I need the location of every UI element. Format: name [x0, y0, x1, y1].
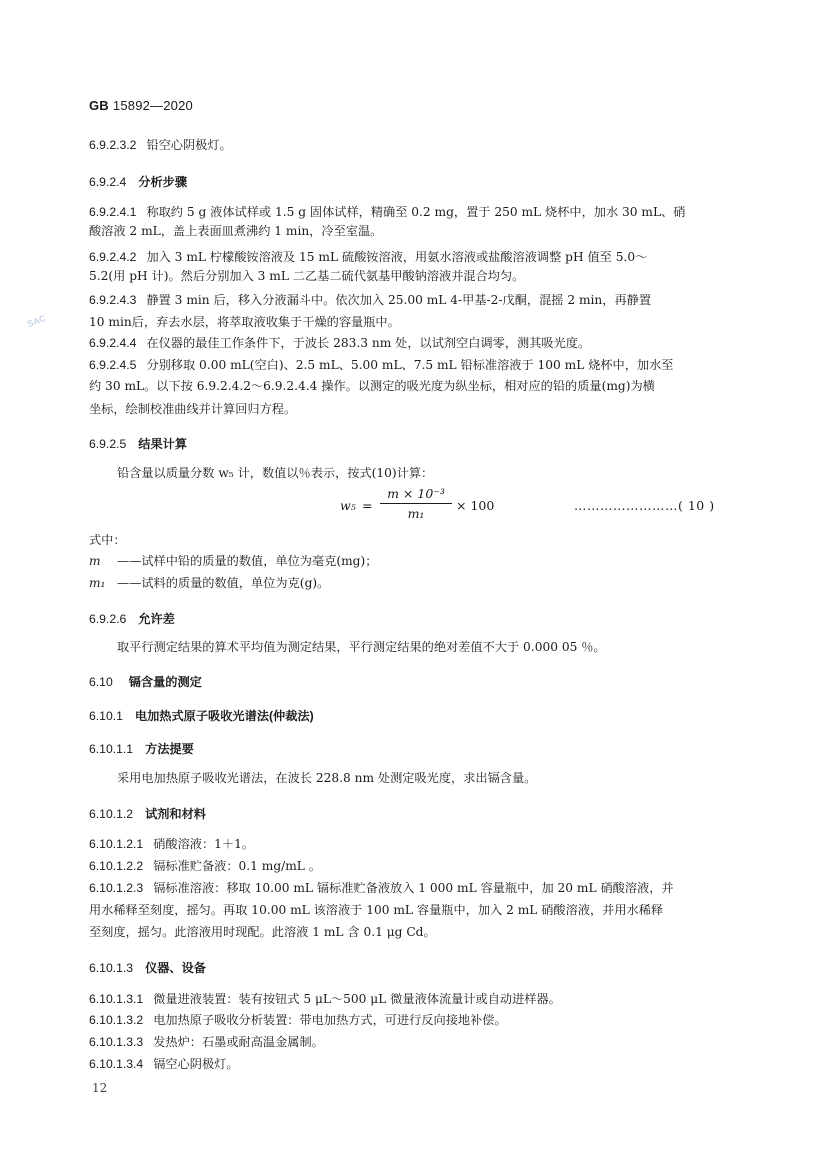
clause-continuation: 至刻度，摇匀。此溶液用时现配。此溶液 1 mL 含 0.1 μg Cd。	[89, 925, 436, 939]
clause-text: 铅空心阴极灯。	[146, 138, 232, 152]
clause-text: 镉标准贮备液：0.1 mg/mL 。	[153, 859, 321, 873]
clause-6-10-1-2-2	[89, 857, 321, 875]
fraction	[378, 486, 454, 521]
clause-text: 称取约 5 g 液体试样或 1.5 g 固体试样，精确至 0.2 mg，置于 250 mL 烧杯中，加水 30 mL、硝	[146, 205, 686, 219]
clause-number: 6.9.2.4.2	[89, 250, 137, 264]
numerator: m × 10⁻³	[387, 486, 445, 501]
clause-text: 镉空心阴极灯。	[153, 1057, 239, 1071]
clause-6-10-1-2-1	[89, 835, 254, 853]
clause-number: 6.9.2.4.1	[89, 205, 137, 219]
clause-number: 6.10.1.3.2	[89, 1013, 144, 1027]
paragraph: 取平行测定结果的算术平均值为测定结果，平行测定结果的绝对差值不大于 0.000 05 ％。	[117, 640, 606, 654]
clause-6-9-2-4-2	[89, 248, 647, 266]
clause-text: 电加热原子吸收分析装置：带电加热方式，可进行反向接地补偿。	[153, 1013, 507, 1027]
heading-text: 电加热式原子吸收光谱法(仲裁法)	[134, 709, 314, 723]
heading-6-10-1	[89, 707, 314, 724]
variable-symbol: m₁	[89, 576, 106, 590]
heading-text: 分析步骤	[138, 175, 188, 189]
clause-text: 镉标准溶液：移取 10.00 mL 镉标准贮备液放入 1 000 mL 容量瓶中，加 20 mL 硝酸溶液，并	[153, 881, 674, 895]
equation-10	[340, 486, 740, 526]
heading-number: 6.9.2.5	[89, 437, 127, 451]
clause-number: 6.10.1.2.2	[89, 859, 144, 873]
heading-text: 方法提要	[145, 742, 194, 756]
variable-symbol: m	[89, 554, 101, 568]
variable-text: ——试样中铅的质量的数值，单位为毫克(mg)；	[117, 554, 378, 568]
standard-header	[89, 98, 193, 113]
clause-continuation: 用水稀释至刻度，摇匀。再取 10.00 mL 该溶液于 100 mL 容量瓶中，加入 2 mL 硝酸溶液，并用水稀释	[89, 903, 664, 917]
clause-6-9-2-4-1	[89, 203, 685, 221]
heading-6-10-1-1	[89, 740, 194, 757]
clause-continuation: 坐标，绘制校准曲线并计算回归方程。	[89, 402, 297, 416]
heading-number: 6.10	[89, 675, 113, 689]
clause-6-10-1-3-4	[89, 1055, 239, 1073]
clause-6-9-2-4-5	[89, 356, 674, 374]
clause-6-10-1-3-2	[89, 1011, 507, 1029]
page-number: 12	[92, 1081, 108, 1095]
equals-sign: =	[362, 498, 373, 513]
heading-number: 6.10.1	[89, 709, 123, 723]
clause-number: 6.9.2.4.5	[89, 358, 137, 372]
clause-number: 6.10.1.2.3	[89, 881, 144, 895]
clause-continuation: 10 min后，弃去水层，将萃取液收集于干燥的容量瓶中。	[89, 315, 400, 329]
heading-6-10-1-2	[89, 805, 206, 822]
paragraph: 采用电加热原子吸收光谱法，在波长 228.8 nm 处测定吸光度，求出镉含量。	[117, 771, 537, 785]
where-label: 式中：	[89, 533, 126, 547]
heading-text: 镉含量的测定	[128, 675, 202, 689]
clause-6-10-1-2-3	[89, 879, 674, 897]
clause-text: 发热炉：石墨或耐高温金属制。	[153, 1035, 324, 1049]
variable-definition-m1	[89, 574, 329, 592]
heading-number: 6.10.1.3	[89, 961, 134, 975]
heading-6-10-1-3	[89, 959, 206, 976]
clause-text: 硝酸溶液：1＋1。	[153, 837, 255, 851]
clause-number: 6.10.1.3.4	[89, 1057, 144, 1071]
clause-continuation: 5.2(用 pH 计)。然后分别加入 3 mL 二乙基二硫代氨基甲酸钠溶液并混合均匀。	[89, 269, 525, 283]
clause-text: 在仪器的最佳工作条件下，于波长 283.3 nm 处，以试剂空白调零，测其吸光度。	[146, 336, 591, 350]
clause-text: 加入 3 mL 柠檬酸铵溶液及 15 mL 硫酸铵溶液，用氨水溶液或盐酸溶液调整 pH 值至 5.0～	[146, 250, 648, 264]
heading-6-9-2-4	[89, 173, 187, 190]
clause-6-9-2-4-4	[89, 334, 590, 352]
clause-number: 6.10.1.3.1	[89, 992, 144, 1006]
clause-6-10-1-3-3	[89, 1033, 324, 1051]
heading-number: 6.10.1.2	[89, 807, 134, 821]
clause-text: 静置 3 min 后，移入分液漏斗中。依次加入 25.00 mL 4-甲基-2-戊酮，混摇 2 min，再静置	[146, 293, 652, 307]
clause-6-9-2-4-3	[89, 291, 651, 309]
denominator: m₁	[407, 506, 425, 521]
heading-text: 允许差	[138, 612, 175, 626]
equation-lhs: w₅	[340, 498, 356, 513]
heading-text: 试剂和材料	[145, 807, 206, 821]
variable-definition-m	[89, 552, 377, 570]
heading-text: 仪器、设备	[145, 961, 206, 975]
clause-number: 6.9.2.4.3	[89, 293, 137, 307]
clause-text: 微量进液装置：装有按钮式 5 μL～500 μL 微量液体流量计或自动进样器。	[153, 992, 561, 1006]
standard-code: GB	[89, 98, 109, 113]
clause-number: 6.9.2.4.4	[89, 336, 137, 350]
heading-number: 6.9.2.6	[89, 612, 127, 626]
paragraph: 铅含量以质量分数 w₅ 计，数值以％表示，按式(10)计算：	[117, 466, 434, 480]
clause-6-10-1-3-1	[89, 990, 561, 1008]
clause-number: 6.10.1.2.1	[89, 837, 144, 851]
heading-number: 6.9.2.4	[89, 175, 127, 189]
heading-6-10	[89, 673, 202, 690]
standard-number: 15892—2020	[112, 98, 193, 113]
clause-number: 6.9.2.3.2	[89, 138, 137, 152]
clause-text: 分别移取 0.00 mL(空白)、2.5 mL、5.00 mL、7.5 mL 铅标准溶液于 100 mL 烧杯中，加水至	[146, 358, 674, 372]
variable-text: ——试料的质量的数值，单位为克(g)。	[117, 576, 330, 590]
clause-continuation: 约 30 mL。以下按 6.9.2.4.2～6.9.2.4.4 操作。以测定的吸光度为纵坐标，相对应的铅的质量(mg)为横	[89, 379, 655, 393]
clause-number: 6.10.1.3.3	[89, 1035, 144, 1049]
equation-number: ……………………( 10 )	[574, 498, 715, 513]
heading-number: 6.10.1.1	[89, 742, 134, 756]
clause-6-9-2-3-2	[89, 136, 232, 154]
heading-text: 结果计算	[138, 437, 188, 451]
heading-6-9-2-5	[89, 435, 187, 452]
multiplier: × 100	[456, 498, 495, 513]
sac-watermark-stamp: SAC	[25, 313, 48, 329]
heading-6-9-2-6	[89, 610, 175, 627]
clause-continuation: 酸溶液 2 mL，盖上表面皿煮沸约 1 min，冷至室温。	[89, 224, 383, 238]
